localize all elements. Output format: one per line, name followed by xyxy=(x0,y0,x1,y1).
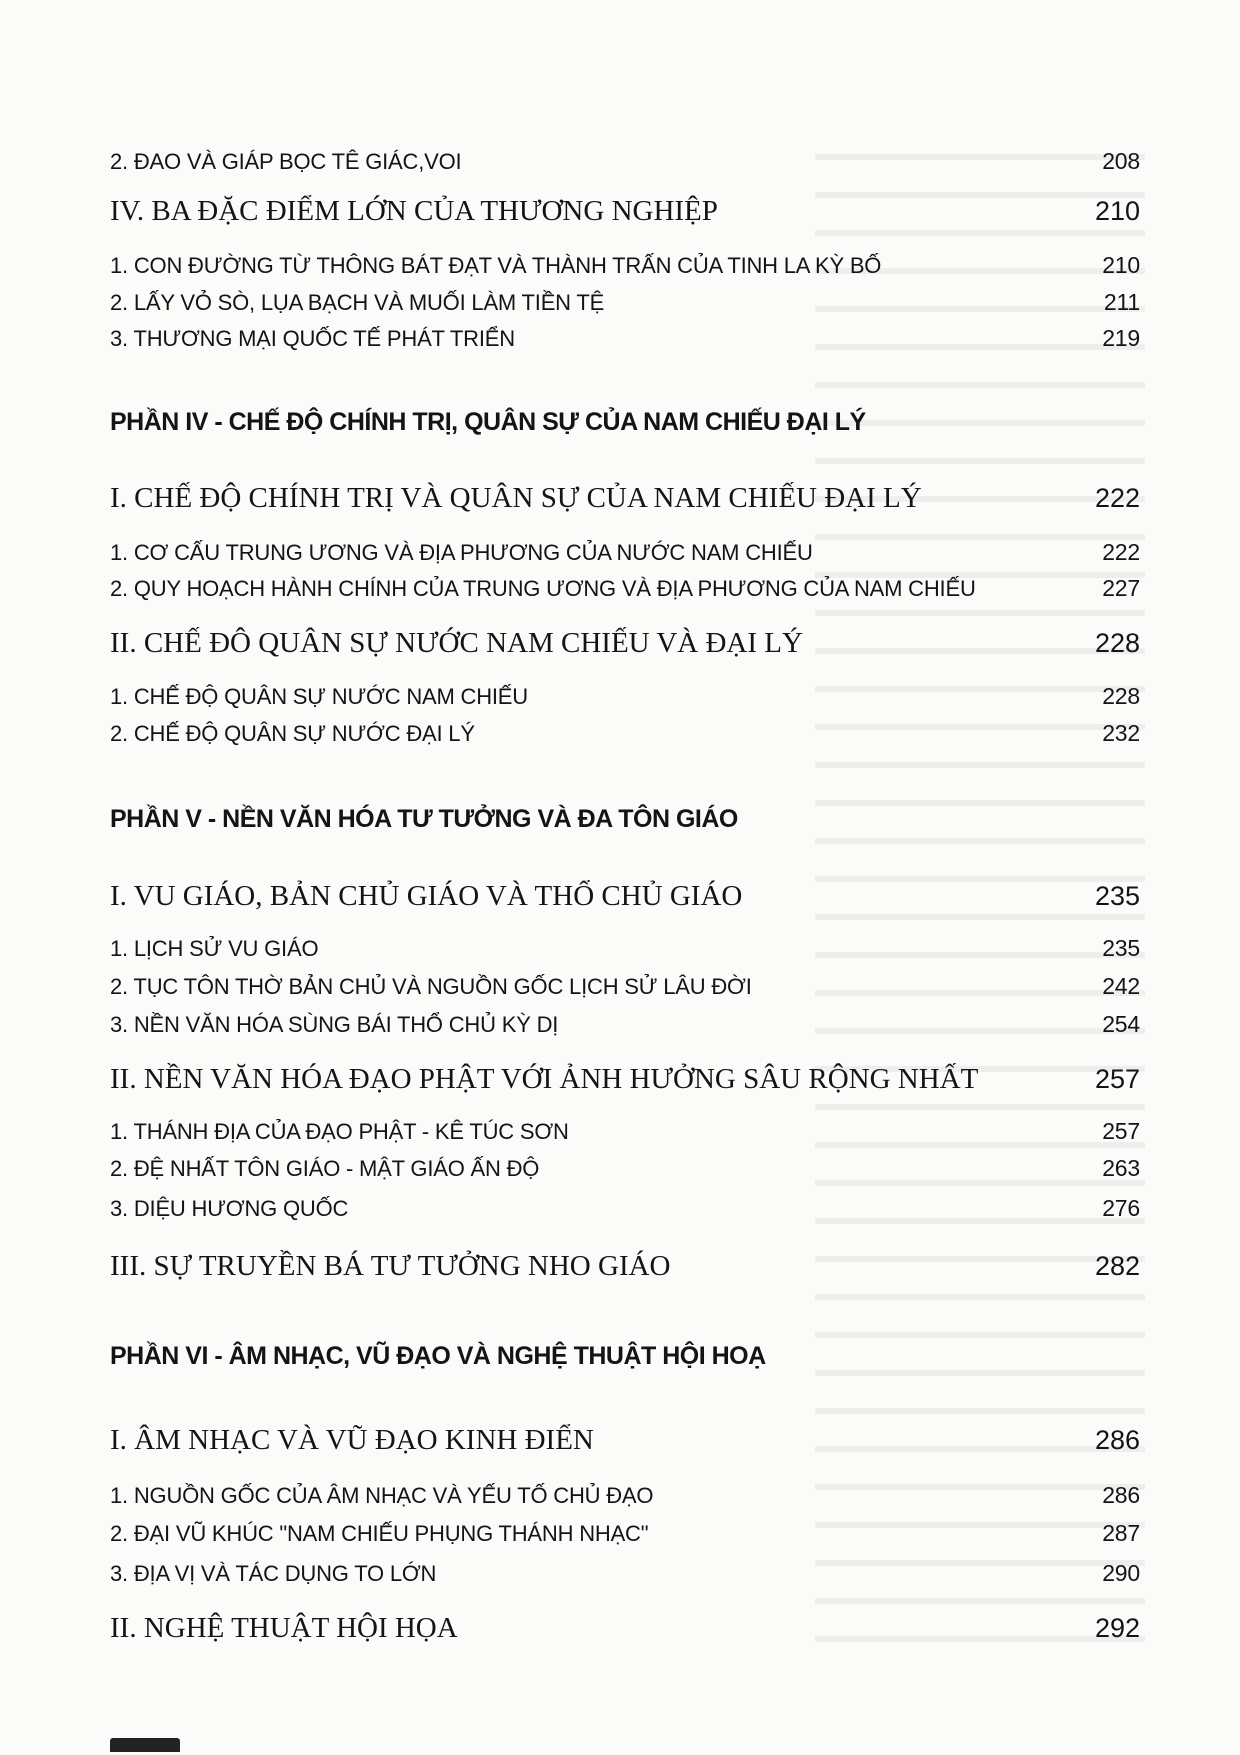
toc-entry-title: 2. ĐỆ NHẤT TÔN GIÁO - MẬT GIÁO ẤN ĐỘ xyxy=(110,1156,540,1181)
toc-entry-page: 242 xyxy=(1102,973,1140,999)
toc-entry-page: 227 xyxy=(1102,575,1140,601)
toc-section[interactable] xyxy=(110,1063,1140,1096)
toc-entry-page: 286 xyxy=(1102,1482,1140,1508)
toc-section-page: 228 xyxy=(1094,628,1140,658)
toc-entry[interactable] xyxy=(110,539,1140,566)
toc-entry-title: 2. CHẾ ĐỘ QUÂN SỰ NƯỚC ĐẠI LÝ xyxy=(110,721,475,746)
page-number-fragment xyxy=(110,1738,180,1752)
toc-entry[interactable] xyxy=(110,1011,1140,1038)
toc-entry-page: 290 xyxy=(1102,1560,1140,1586)
toc-entry[interactable] xyxy=(110,973,1140,1000)
toc-section-page: 286 xyxy=(1094,1425,1140,1455)
toc-entry-title: 1. THÁNH ĐỊA CỦA ĐẠO PHẬT - KÊ TÚC SƠN xyxy=(110,1119,569,1144)
toc-part-heading[interactable]: PHẦN VI - ÂM NHẠC, VŨ ĐẠO VÀ NGHỆ THUẬT HỘI HOẠ xyxy=(110,1342,766,1370)
toc-entry-title: 2. ĐẠI VŨ KHÚC "NAM CHIẾU PHỤNG THÁNH NHẠC" xyxy=(110,1521,649,1546)
toc-section-page: 235 xyxy=(1094,881,1140,911)
toc-section-title: II. NGHỆ THUẬT HỘI HỌA xyxy=(110,1612,458,1644)
toc-entry-page: 287 xyxy=(1102,1520,1140,1546)
toc-entry[interactable] xyxy=(110,1482,1140,1509)
toc-entry-title: 2. ĐAO VÀ GIÁP BỌC TÊ GIÁC,VOI xyxy=(110,149,462,174)
toc-entry-title: 1. LỊCH SỬ VU GIÁO xyxy=(110,936,319,961)
toc-section[interactable] xyxy=(110,1612,1140,1645)
toc-section[interactable] xyxy=(110,482,1140,515)
toc-entry[interactable] xyxy=(110,252,1140,279)
toc-section-title: III. SỰ TRUYỀN BÁ TƯ TƯỞNG NHO GIÁO xyxy=(110,1250,671,1282)
toc-entry[interactable] xyxy=(110,720,1140,747)
toc-section-page: 282 xyxy=(1094,1251,1140,1281)
toc-entry-page: 276 xyxy=(1102,1195,1140,1221)
toc-entry-page: 228 xyxy=(1102,683,1140,709)
toc-entry-page: 235 xyxy=(1102,935,1140,961)
toc-part-heading[interactable]: PHẦN IV - CHẾ ĐỘ CHÍNH TRỊ, QUÂN SỰ CỦA NAM CHIẾU ĐẠI LÝ xyxy=(110,408,866,436)
toc-entry-title: 2. TỤC TÔN THỜ BẢN CHỦ VÀ NGUỒN GỐC LỊCH SỬ LÂU ĐỜI xyxy=(110,974,752,999)
toc-entry-page: 263 xyxy=(1102,1155,1140,1181)
toc-section-title: I. VU GIÁO, BẢN CHỦ GIÁO VÀ THỔ CHỦ GIÁO xyxy=(110,880,743,912)
toc-entry-page: 254 xyxy=(1102,1011,1140,1037)
toc-section-page: 222 xyxy=(1094,483,1140,513)
toc-section[interactable] xyxy=(110,1250,1140,1283)
toc-entry[interactable] xyxy=(110,289,1140,316)
toc-section[interactable] xyxy=(110,627,1140,660)
toc-entry-page: 232 xyxy=(1102,720,1140,746)
toc-entry-page: 257 xyxy=(1102,1118,1140,1144)
toc-entry[interactable] xyxy=(110,683,1140,710)
toc-part-heading[interactable]: PHẦN V - NỀN VĂN HÓA TƯ TƯỞNG VÀ ĐA TÔN GIÁO xyxy=(110,805,738,833)
toc-section-title: II. NỀN VĂN HÓA ĐẠO PHẬT VỚI ẢNH HƯỞNG SÂU RỘNG NHẤT xyxy=(110,1063,979,1095)
toc-section[interactable] xyxy=(110,880,1140,913)
toc-entry-title: 3. NỀN VĂN HÓA SÙNG BÁI THỔ CHỦ KỲ DỊ xyxy=(110,1012,559,1037)
toc-entry-page: 211 xyxy=(1103,289,1140,315)
toc-section-page: 257 xyxy=(1094,1064,1140,1094)
toc-entry-title: 3. THƯƠNG MẠI QUỐC TẾ PHÁT TRIỂN xyxy=(110,326,515,351)
toc-entry[interactable] xyxy=(110,1118,1140,1145)
toc-entry[interactable] xyxy=(110,935,1140,962)
toc-entry-page: 208 xyxy=(1102,148,1140,174)
toc-entry-title: 1. CON ĐƯỜNG TỪ THÔNG BÁT ĐẠT VÀ THÀNH TRẤN CỦA TINH LA KỲ BỐ xyxy=(110,253,882,278)
toc-entry[interactable] xyxy=(110,148,1140,175)
toc-entry[interactable] xyxy=(110,1560,1140,1587)
toc-entry-page: 219 xyxy=(1102,325,1140,351)
toc-section-title: I. CHẾ ĐỘ CHÍNH TRỊ VÀ QUÂN SỰ CỦA NAM CHIẾU ĐẠI LÝ xyxy=(110,482,922,514)
toc-entry-title: 1. CHẾ ĐỘ QUÂN SỰ NƯỚC NAM CHIẾU xyxy=(110,684,528,709)
toc-entry[interactable] xyxy=(110,325,1140,352)
toc-entry[interactable] xyxy=(110,575,1140,602)
toc-section-title: IV. BA ĐẶC ĐIỂM LỚN CỦA THƯƠNG NGHIỆP xyxy=(110,195,718,227)
toc-section-title: I. ÂM NHẠC VÀ VŨ ĐẠO KINH ĐIỂN xyxy=(110,1424,594,1456)
toc-entry-title: 2. LẤY VỎ SÒ, LỤA BẠCH VÀ MUỐI LÀM TIỀN TỆ xyxy=(110,290,605,315)
toc-entry-page: 222 xyxy=(1102,539,1140,565)
toc-entry[interactable] xyxy=(110,1155,1140,1182)
toc-entry-page: 210 xyxy=(1102,252,1140,278)
toc-section-title: II. CHẾ ĐÔ QUÂN SỰ NƯỚC NAM CHIẾU VÀ ĐẠI LÝ xyxy=(110,627,803,659)
toc-entry-title: 3. ĐỊA VỊ VÀ TÁC DỤNG TO LỚN xyxy=(110,1561,437,1586)
toc-entry[interactable] xyxy=(110,1195,1140,1222)
toc-section[interactable] xyxy=(110,1424,1140,1457)
toc-entry-title: 1. NGUỒN GỐC CỦA ÂM NHẠC VÀ YẾU TỐ CHỦ ĐẠO xyxy=(110,1483,654,1508)
toc-entry-title: 2. QUY HOẠCH HÀNH CHÍNH CỦA TRUNG ƯƠNG VÀ ĐỊA PHƯƠNG CỦA NAM CHIẾU xyxy=(110,576,976,601)
toc-entry[interactable] xyxy=(110,1520,1140,1547)
toc-section[interactable] xyxy=(110,195,1140,228)
toc-section-page: 292 xyxy=(1094,1613,1140,1643)
toc-section-page: 210 xyxy=(1094,196,1140,226)
toc-entry-title: 3. DIỆU HƯƠNG QUỐC xyxy=(110,1196,349,1221)
toc-entry-title: 1. CƠ CẤU TRUNG ƯƠNG VÀ ĐỊA PHƯƠNG CỦA NƯỚC NAM CHIẾU xyxy=(110,540,813,565)
